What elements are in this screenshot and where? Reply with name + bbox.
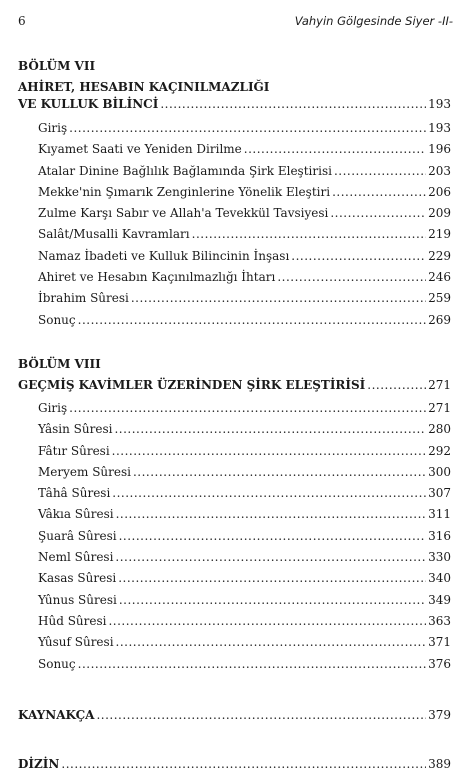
toc-entry-page: 219 (428, 227, 451, 242)
toc-entry-title: İbrahim Sûresi (38, 291, 129, 306)
toc-entry-title: Tâhâ Sûresi (38, 486, 111, 501)
toc-entry-title: Giriş (38, 121, 68, 135)
toc-entry-page: 196 (428, 142, 451, 157)
toc-entry-page: 271 (428, 400, 451, 415)
leader-dots (332, 182, 426, 203)
chapter-7-items (18, 118, 451, 331)
toc-entry-page: 340 (428, 571, 451, 586)
leader-dots (119, 590, 426, 611)
leader-dots (69, 118, 426, 139)
leader-dots (78, 654, 426, 675)
toc-entry-page: 209 (428, 206, 451, 221)
leader-dots (116, 632, 427, 653)
leader-dots (133, 462, 426, 483)
leader-dots (108, 611, 426, 632)
toc-entry[interactable] (18, 419, 451, 440)
toc-entry-page: 316 (428, 528, 451, 543)
toc-entry-page: 376 (428, 656, 451, 671)
toc-entry[interactable] (18, 441, 451, 462)
toc-entry[interactable] (18, 310, 451, 331)
leader-dots (119, 526, 427, 547)
leader-dots (244, 139, 426, 160)
chapter-8-items (18, 398, 451, 675)
toc-entry-page: 349 (428, 592, 451, 607)
toc-entry[interactable] (18, 632, 451, 653)
toc-entry[interactable] (18, 568, 451, 589)
leader-dots (330, 203, 426, 224)
toc-entry-title: Salât/Musalli Kavramları (38, 227, 190, 242)
toc-entry-page: 193 (428, 97, 451, 111)
leader-dots (69, 398, 426, 419)
section-spacer (18, 726, 451, 754)
toc-entry-title: GEÇMİŞ KAVİMLER ÜZERİNDEN ŞİRK ELEŞTİRİSİ (18, 377, 366, 392)
chapter-label: BÖLÜM VII (18, 59, 96, 73)
leader-dots (96, 705, 426, 726)
toc-entry[interactable] (18, 462, 451, 483)
toc-entry-page: 379 (428, 707, 451, 722)
toc-entry[interactable] (18, 483, 451, 504)
leader-dots (112, 441, 426, 462)
chapter-label: BÖLÜM VIII (18, 356, 101, 371)
toc-entry[interactable] (18, 246, 451, 267)
toc-entry[interactable] (18, 267, 451, 288)
section-spacer (18, 675, 451, 705)
toc-entry-page: 229 (428, 248, 451, 263)
leader-dots (131, 288, 426, 309)
toc-entry[interactable] (18, 224, 451, 245)
leader-dots (78, 310, 426, 331)
toc-entry-page: 246 (428, 270, 451, 285)
toc-entry-title: Atalar Dinine Bağlılık Bağlamında Şirk Eleştirisi (38, 163, 332, 178)
toc-entry[interactable] (18, 504, 451, 525)
leader-dots (192, 224, 426, 245)
leader-dots (114, 419, 426, 440)
leader-dots (112, 483, 426, 504)
toc-entry[interactable] (18, 139, 451, 160)
toc-index-entry[interactable] (18, 754, 451, 775)
toc-entry-page: 203 (428, 163, 451, 178)
toc-entry[interactable] (18, 611, 451, 632)
toc-entry-page: 330 (428, 550, 451, 565)
toc-entry-title: Sonuç (38, 312, 76, 327)
toc-entry[interactable] (18, 398, 451, 419)
table-of-contents (18, 58, 451, 775)
toc-entry-page: 371 (428, 635, 451, 650)
leader-dots (334, 161, 426, 182)
toc-entry-title: Şuarâ Sûresi (38, 528, 117, 543)
leader-dots (291, 246, 426, 267)
toc-entry[interactable] (18, 590, 451, 611)
toc-entry-title: KAYNAKÇA (18, 707, 95, 722)
toc-entry[interactable] (18, 161, 451, 182)
toc-entry-title: Yâsin Sûresi (38, 422, 113, 437)
leader-dots (116, 504, 427, 525)
toc-entry-title: Hûd Sûresi (38, 613, 107, 628)
toc-entry-title: Giriş (38, 400, 68, 415)
toc-entry-title: Kasas Sûresi (38, 571, 117, 586)
toc-entry[interactable] (18, 203, 451, 224)
toc-entry-title: Ahiret ve Hesabın Kaçınılmazlığı İhtarı (38, 270, 276, 285)
toc-chapter-entry[interactable] (18, 96, 451, 113)
toc-entry[interactable] (18, 654, 451, 675)
page-header (18, 14, 453, 28)
toc-entry-title: VE KULLUK BİLİNCİ (18, 97, 159, 111)
toc-entry-title: Kıyamet Saati ve Yeniden Dirilme (38, 142, 242, 157)
toc-entry-title: DİZİN (18, 757, 60, 772)
toc-entry-page: 193 (428, 121, 451, 135)
leader-dots (367, 377, 426, 394)
toc-entry-title: Zulme Karşı Sabır ve Allah'a Tevekkül Tavsiyesi (38, 206, 329, 221)
toc-bibliography-entry[interactable] (18, 705, 451, 726)
toc-entry-title: Namaz İbadeti ve Kulluk Bilincinin İnşası (38, 248, 290, 263)
chapter-7-section (18, 58, 451, 331)
leader-dots (115, 547, 426, 568)
chapter-8-section (18, 356, 451, 675)
toc-entry-title: Neml Sûresi (38, 550, 114, 565)
toc-entry-page: 259 (428, 291, 451, 306)
toc-entry-page: 300 (428, 464, 451, 479)
toc-chapter-entry[interactable] (18, 377, 451, 394)
toc-entry[interactable] (18, 288, 451, 309)
toc-entry-title: Fâtır Sûresi (38, 443, 110, 458)
toc-entry[interactable] (18, 118, 451, 139)
toc-entry-page: 292 (428, 443, 451, 458)
toc-entry[interactable] (18, 182, 451, 203)
toc-entry-page: 311 (428, 507, 451, 522)
toc-entry-page: 271 (428, 377, 451, 392)
running-title: Vahyin Gölgesinde Siyer -II- (294, 14, 453, 28)
toc-entry-title: Meryem Sûresi (38, 464, 131, 479)
toc-entry-title: Yûsuf Sûresi (38, 635, 114, 650)
toc-entry-page: 269 (428, 312, 451, 327)
toc-entry-page: 363 (428, 613, 451, 628)
chapter-title-line: AHİRET, HESABIN KAÇINILMAZLIĞI (18, 80, 270, 94)
section-spacer (18, 331, 451, 356)
toc-entry-title: Mekke'nin Şımarık Zenginlerine Yönelik Eleştiri (38, 184, 331, 199)
leader-dots (118, 568, 426, 589)
toc-entry-title: Vâkıa Sûresi (38, 507, 114, 522)
toc-entry[interactable] (18, 526, 451, 547)
leader-dots (160, 96, 426, 113)
leader-dots (277, 267, 426, 288)
toc-entry-page: 389 (428, 757, 451, 772)
toc-entry-title: Yûnus Sûresi (38, 592, 117, 607)
toc-entry-page: 280 (428, 422, 451, 437)
toc-entry-page: 206 (428, 184, 451, 199)
toc-entry[interactable] (18, 547, 451, 568)
toc-entry-page: 307 (428, 486, 451, 501)
toc-entry-title: Sonuç (38, 656, 76, 671)
leader-dots (61, 754, 426, 775)
page-number: 6 (18, 14, 26, 28)
